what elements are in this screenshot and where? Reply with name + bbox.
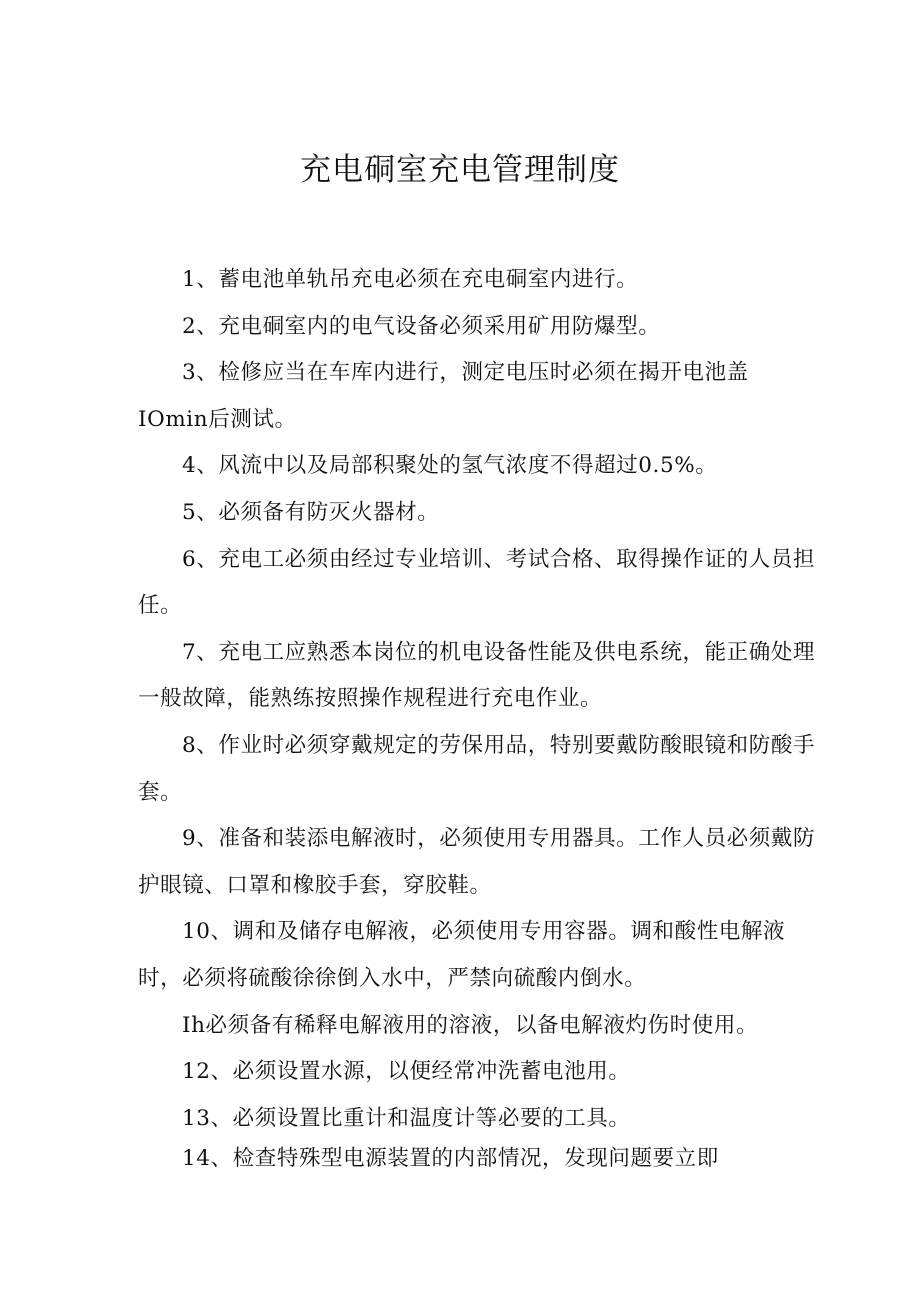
paragraph-12: 12、必须设置水源，以便经常冲洗蓄电池用。 xyxy=(182,1059,631,1085)
paragraph-2: 2、充电硐室内的电气设备必须采用矿用防爆型。 xyxy=(182,313,661,339)
paragraph-1: 1、蓄电池单轨吊充电必须在充电硐室内进行。 xyxy=(182,267,639,292)
paragraph-7: 7、充电工应熟悉本岗位的机电设备性能及供电系统，能正确处理一般故障，能熟练按照操作规程进行充电作业。 xyxy=(138,639,816,712)
document-body xyxy=(138,257,818,1183)
paragraph-13: 13、必须设置比重计和温度计等必要的工具。 xyxy=(182,1105,631,1131)
paragraph-3: 3、检修应当在车库内进行，测定电压时必须在揭开电池盖IOmin后测试。 xyxy=(138,360,749,432)
paragraph-4: 4、风流中以及局部积聚处的氢气浓度不得超过0.5%。 xyxy=(182,453,718,479)
paragraph-9: 9、准备和装添电解液时，必须使用专用器具。工作人员必须戴防护眼镜、口罩和橡胶手套，穿胶鞋。 xyxy=(138,826,816,898)
paragraph-11: Ih必须备有稀释电解液用的溶液，以备电解液灼伤时使用。 xyxy=(182,1012,759,1038)
document-title: 充电硐室充电管理制度 xyxy=(300,152,620,188)
paragraph-14: 14、检查特殊型电源装置的内部情况，发现问题要立即 xyxy=(182,1146,719,1172)
paragraph-10: 10、调和及储存电解液，必须使用专用容器。调和酸性电解液时，必须将硫酸徐徐倒入水中，严禁向硫酸内倒水。 xyxy=(138,919,786,991)
paragraph-5: 5、必须备有防灭火器材。 xyxy=(182,499,440,525)
paragraph-6: 6、充电工必须由经过专业培训、考试合格、取得操作证的人员担任。 xyxy=(138,546,816,619)
paragraph-8: 8、作业时必须穿戴规定的劳保用品，特别要戴防酸眼镜和防酸手套。 xyxy=(138,732,816,805)
